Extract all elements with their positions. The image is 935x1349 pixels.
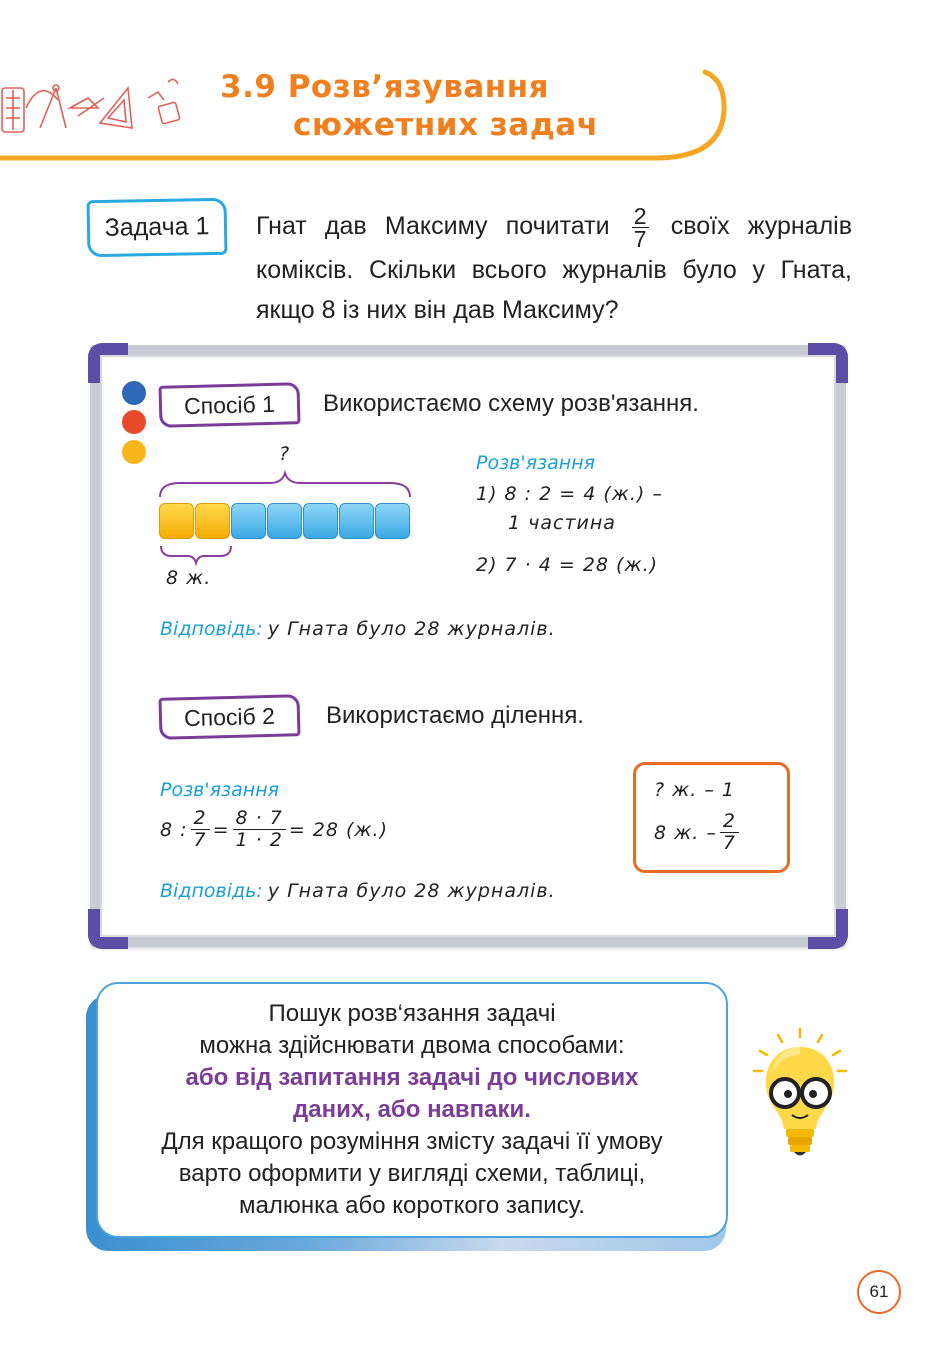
info-line: Пошук розв‘язання задачі <box>268 1000 556 1027</box>
method1-scheme <box>156 443 416 593</box>
lightbulb-mascot-icon <box>748 1025 853 1165</box>
info-accent-line: даних, або навпаки. <box>293 1096 531 1123</box>
scheme-block-blue <box>267 503 302 539</box>
method1-answer <box>160 618 556 640</box>
method2-solution-title: Розв'язання <box>160 779 280 801</box>
method1-description: Використаємо схему розв'язання. <box>323 390 699 417</box>
method2-fraction1 <box>191 808 210 851</box>
fraction-numerator: 8 · 7 <box>233 808 286 830</box>
task-text-before: Гнат дав Максиму почитати <box>256 212 610 241</box>
method1-step1: 1) 8 : 2 = 4 (ж.) – <box>476 483 663 505</box>
method2-answer <box>160 880 556 902</box>
note-line1: ? ж. – 1 <box>654 779 735 801</box>
scheme-question: ? <box>279 443 291 465</box>
magnet-dot-red <box>122 410 146 434</box>
method1-label: Спосіб 1 <box>158 382 300 428</box>
chapter-title <box>220 68 598 144</box>
fraction-denominator: 7 <box>193 829 207 851</box>
school-supplies-doodle-icon <box>0 68 200 148</box>
method2-expr-b: = 28 (ж.) <box>288 818 389 841</box>
scheme-block-yellow <box>159 503 194 539</box>
scheme-part-label: 8 ж. <box>166 567 212 589</box>
method1-step1-continuation: 1 частина <box>508 512 616 534</box>
info-line: Для кращого розуміння змісту задачі її умову <box>161 1128 663 1155</box>
method2-fraction2 <box>233 808 286 851</box>
scheme-block-blue <box>303 503 338 539</box>
note-fraction <box>720 811 739 854</box>
scheme-blocks <box>159 503 410 539</box>
fraction-denominator: 7 <box>722 832 736 854</box>
scheme-block-blue <box>375 503 410 539</box>
task-text <box>256 205 852 330</box>
method2-equals: = <box>212 818 230 841</box>
magnet-dot-yellow <box>122 440 146 464</box>
method2-answer-label: Відповідь: <box>160 880 263 902</box>
fraction-numerator: 2 <box>191 808 210 830</box>
magnet-dot-blue <box>122 381 146 405</box>
task-fraction-denominator: 7 <box>633 226 647 252</box>
method1-answer-label: Відповідь: <box>160 618 263 640</box>
note-line2-text: 8 ж. – <box>654 821 717 844</box>
info-accent-line: або від запитання задачі до числових <box>185 1064 639 1091</box>
task-text-after: своїх журналів коміксів. Скільки всього журналів було у Гната, якщо 8 із них він дав Максиму? <box>256 212 853 324</box>
chapter-title-line1: 3.9 Розв’язування <box>220 69 550 105</box>
info-line: можна здійснювати двома способами: <box>199 1032 625 1059</box>
fraction-denominator: 1 · 2 <box>235 829 283 851</box>
task-label: Задача 1 <box>87 198 228 257</box>
page-number: 61 <box>857 1270 901 1314</box>
info-line: варто оформити у вигляді схеми, таблиці, <box>178 1160 646 1187</box>
scheme-block-blue <box>339 503 374 539</box>
method1-step2: 2) 7 · 4 = 28 (ж.) <box>476 554 659 576</box>
method2-expression <box>160 808 388 851</box>
task-fraction-numerator: 2 <box>633 203 647 229</box>
scheme-block-yellow <box>195 503 230 539</box>
fraction-numerator: 2 <box>720 811 739 833</box>
task-fraction <box>632 205 649 250</box>
scheme-block-blue <box>231 503 266 539</box>
method1-answer-text: у Гната було 28 журналів. <box>267 618 556 640</box>
info-text <box>100 998 724 1222</box>
method2-description: Використаємо ділення. <box>326 702 584 729</box>
method2-expr-a: 8 : <box>160 818 188 841</box>
short-note-box <box>633 762 790 873</box>
note-line2 <box>654 811 742 854</box>
method2-label: Спосіб 2 <box>158 694 300 740</box>
method2-answer-text: у Гната було 28 журналів. <box>267 880 556 902</box>
info-line: малюнка або короткого запису. <box>239 1192 585 1219</box>
method1-solution-title: Розв'язання <box>476 452 596 474</box>
chapter-title-line2: сюжетних задач <box>293 107 599 143</box>
